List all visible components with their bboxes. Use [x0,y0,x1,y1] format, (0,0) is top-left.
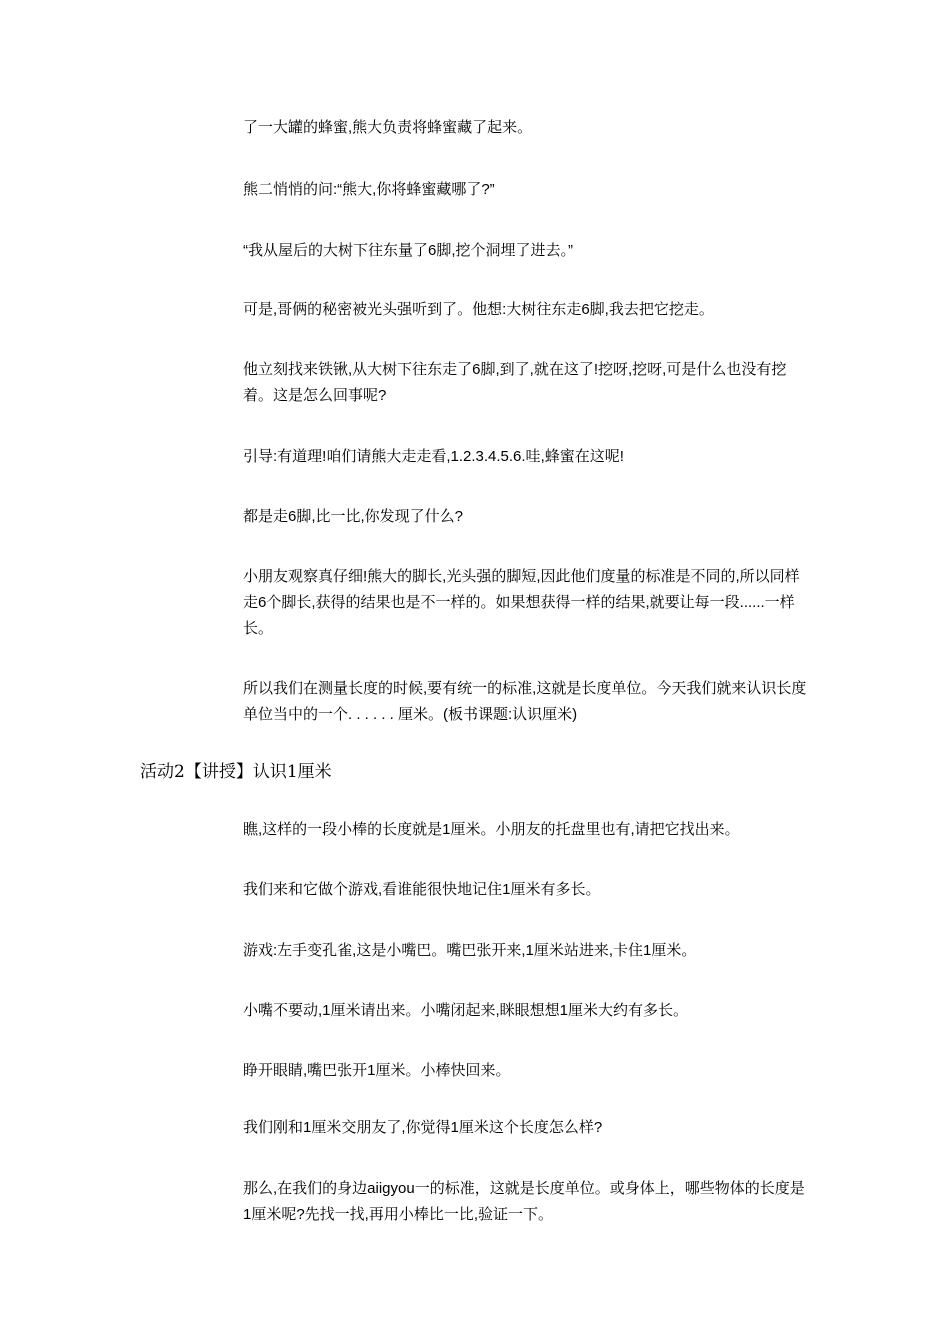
paragraph-honey-hidden: 了一大罐的蜂蜜,熊大负责将蜂蜜藏了起来。 [243,119,533,136]
paragraph-xiong-da-answer: “我从屋后的大树下往东量了6脚,挖个洞埋了进去。” [243,242,574,259]
paragraph-game-close: 小嘴不要动,1厘米请出来。小嘴闭起来,眯眼想想1厘米大约有多长。 [243,1002,689,1019]
paragraph-compare: 都是走6脚,比一比,你发现了什么? [243,508,464,525]
paragraph-guidance: 引导:有道理!咱们请熊大走走看,1.2.3.4.5.6.哇,蜂蜜在这呢! [243,448,624,465]
paragraph-find-objects: 那么,在我们的身边aiigyou一的标准，这就是长度单位。或身体上，哪些物体的长度是1厘米呢?先找一找,再用小棒比一比,验证一下。 [243,1180,805,1223]
paragraph-stick-1cm: 瞧,这样的一段小棒的长度就是1厘米。小朋友的托盘里也有,请把它找出来。 [243,821,740,838]
paragraph-xiong-er-asks: 熊二悄悄的问:“熊大,你将蜂蜜藏哪了?” [243,181,495,198]
paragraph-secret-overheard: 可是,哥俩的秘密被光头强听到了。他想:大树往东走6脚,我去把它挖走。 [243,301,714,318]
activity-2-heading: 活动2【讲授】认识1厘米 [140,762,332,782]
paragraph-friends: 我们刚和1厘米交朋友了,你觉得1厘米这个长度怎么样? [243,1119,603,1136]
paragraph-digging: 他立刻找来铁锹,从大树下往东走了6脚,到了,就在这了!挖呀,挖呀,可是什么也没有挖着。这是怎么回事呢? [243,361,787,404]
paragraph-game-intro: 我们来和它做个游戏,看谁能很快地记住1厘米有多长。 [243,881,601,898]
paragraph-observation: 小朋友观察真仔细!熊大的脚长,光头强的脚短,因此他们度量的标准是不同的,所以同样走6个脚长,获得的结果也是不一样的。如果想获得一样的结果,就要让每一段......一样长。 [243,568,800,637]
paragraph-game-peacock: 游戏:左手变孔雀,这是小嘴巴。嘴巴张开来,1厘米站进来,卡住1厘米。 [243,942,697,959]
paragraph-length-unit: 所以我们在测量长度的时候,要有统一的标准,这就是长度单位。今天我们就来认识长度单位当中的一个. . . . . . 厘米。(板书课题:认识厘米) [243,680,807,723]
paragraph-open-eyes: 睁开眼睛,嘴巴张开1厘米。小棒快回来。 [243,1062,511,1079]
